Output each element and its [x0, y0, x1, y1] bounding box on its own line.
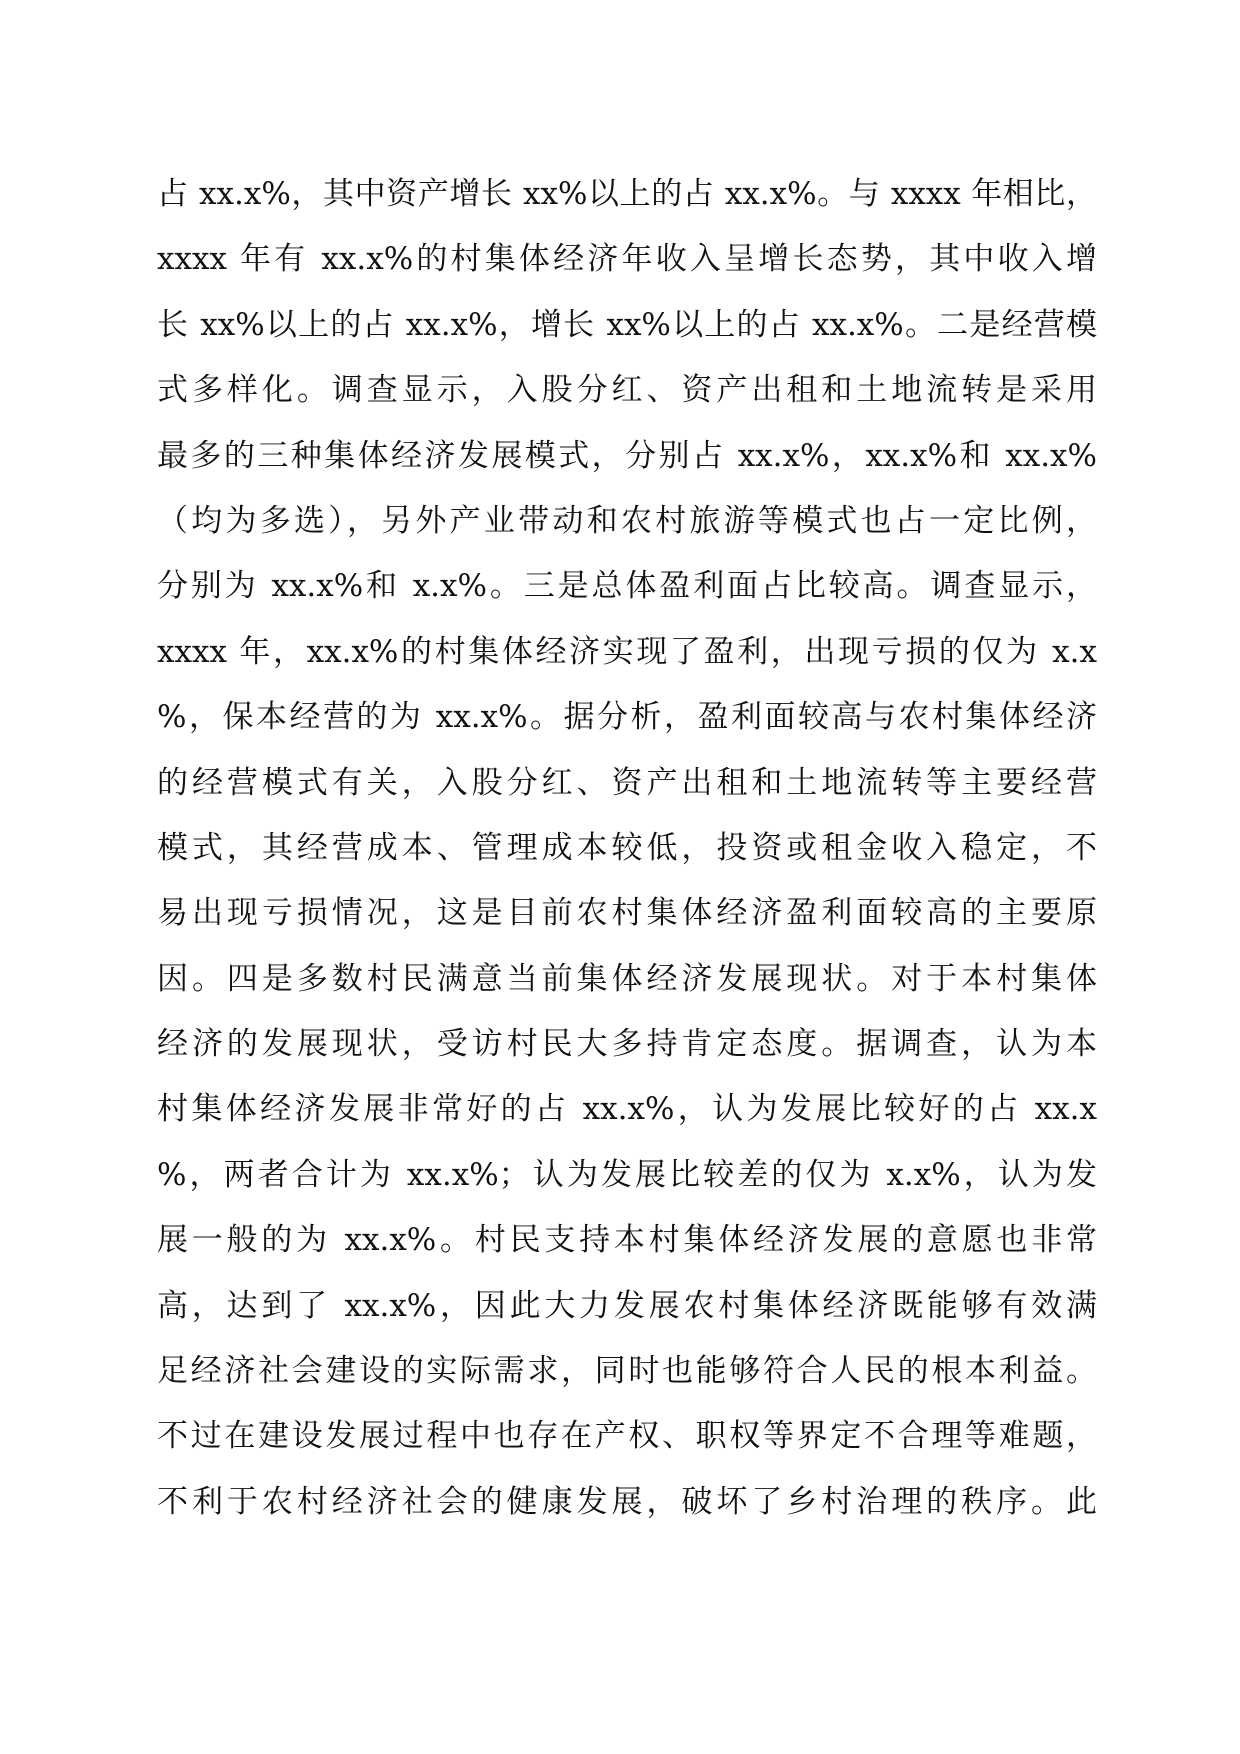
text-line-13: 因。四是多数村民满意当前集体经济发展现状。对于本村集体: [157, 960, 1097, 997]
text-line-19: 足经济社会建设的实际需求，同时也能够符合人民的根本利益。: [157, 1353, 1097, 1390]
text-line-15: 村集体经济发展非常好的占 xx.x%，认为发展比较好的占 xx.x: [157, 1091, 1097, 1128]
text-line-1: 占 xx.x%，其中资产增长 xx%以上的占 xx.x%。与 xxxx 年相比，: [157, 176, 1097, 212]
text-line-8: xxxx 年，xx.x%的村集体经济实现了盈利，出现亏损的仅为 x.x: [157, 633, 1097, 670]
text-line-4: 式多样化。调查显示，入股分红、资产出租和土地流转是采用: [157, 372, 1097, 409]
text-line-21: 不利于农村经济社会的健康发展，破坏了乡村治理的秩序。此: [157, 1483, 1097, 1520]
text-line-6: （均为多选），另外产业带动和农村旅游等模式也占一定比例，: [157, 502, 1097, 539]
text-line-12: 易出现亏损情况，这是目前农村集体经济盈利面较高的主要原: [157, 895, 1097, 932]
text-line-10: 的经营模式有关，入股分红、资产出租和土地流转等主要经营: [157, 764, 1097, 801]
text-line-5: 最多的三种集体经济发展模式，分别占 xx.x%，xx.x%和 xx.x%: [157, 437, 1097, 474]
text-line-20: 不过在建设发展过程中也存在产权、职权等界定不合理等难题，: [157, 1418, 1097, 1455]
text-line-14: 经济的发展现状，受访村民大多持肯定态度。据调查，认为本: [157, 1026, 1097, 1063]
text-line-16: %，两者合计为 xx.x%；认为发展比较差的仅为 x.x%，认为发: [157, 1156, 1097, 1193]
body-paragraph: [157, 162, 1097, 1535]
text-line-17: 展一般的为 xx.x%。村民支持本村集体经济发展的意愿也非常: [157, 1222, 1097, 1259]
text-line-9: %，保本经营的为 xx.x%。据分析，盈利面较高与农村集体经济: [157, 699, 1097, 736]
text-line-2: xxxx 年有 xx.x%的村集体经济年收入呈增长态势，其中收入增: [157, 241, 1097, 278]
text-line-11: 模式，其经营成本、管理成本较低，投资或租金收入稳定，不: [157, 829, 1097, 866]
text-line-7: 分别为 xx.x%和 x.x%。三是总体盈利面占比较高。调查显示，: [157, 568, 1097, 605]
text-line-18: 高，达到了 xx.x%，因此大力发展农村集体经济既能够有效满: [157, 1287, 1097, 1324]
text-line-3: 长 xx%以上的占 xx.x%，增长 xx%以上的占 xx.x%。二是经营模: [157, 306, 1097, 343]
